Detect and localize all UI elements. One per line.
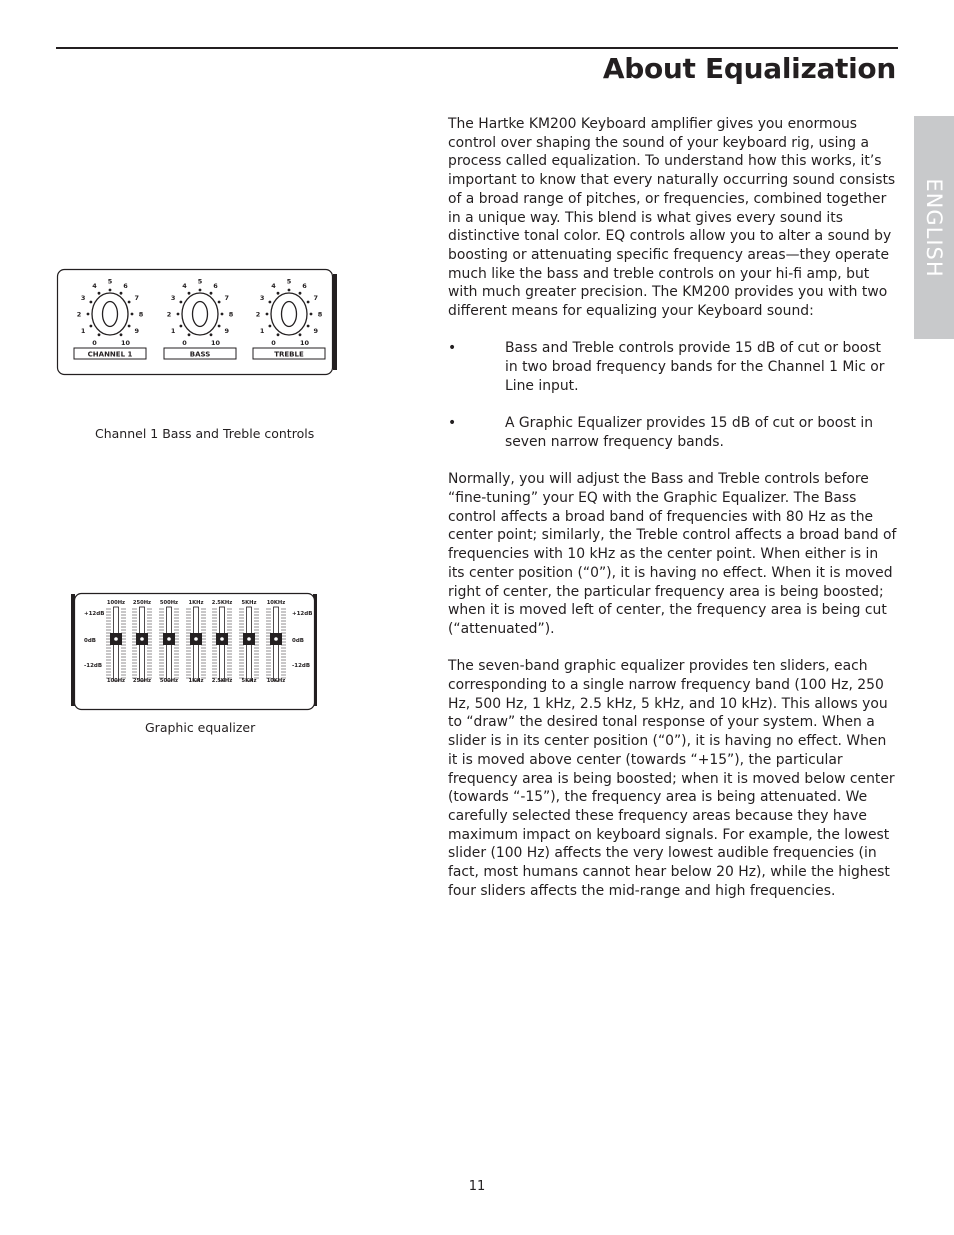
scale-label: 3 (170, 294, 176, 302)
scale-dot (218, 301, 221, 304)
scale-dot (299, 333, 302, 336)
scale-label: 0 (92, 339, 97, 348)
scale-label: 10 (120, 339, 131, 348)
knob-cap (193, 302, 208, 327)
bullet-item (448, 414, 898, 451)
scale-dot (218, 325, 221, 328)
scale-dot (120, 333, 123, 336)
scale-dot (277, 292, 280, 295)
language-tab (914, 116, 954, 339)
scale-dot (128, 325, 131, 328)
band-label-bottom: 5KHz (241, 678, 257, 684)
scale-label: 9 (134, 327, 140, 335)
level-label-left: 0dB (84, 638, 96, 644)
level-label-right: -12dB (292, 663, 311, 669)
band-label-top: 500Hz (159, 600, 179, 606)
scale-label: 8 (138, 310, 144, 319)
band-label-bottom: 500Hz (159, 678, 179, 684)
band-label-top: 2.5KHz (211, 600, 233, 606)
scale-dot (210, 292, 213, 295)
scale-dot (269, 301, 272, 304)
paragraph-bass-treble: Normally, you will adjust the Bass and Treble controls before “fine-tuning” your EQ with the Graphic Equalizer. The Bass control affects a broad band of frequencies with 80 Hz as the center point; similarly, the Treble control affects a broad band of frequencies with 10 kHz as the center point. When either is in its center position (“0”), it is having no effect. When it is moved right of center, the particular frequency area is being boosted; when it is moved left of center, the frequency area is being cut (“attenuated”). (448, 471, 897, 637)
bullet-text: Bass and Treble controls provide 15 dB of cut or boost in two broad frequency bands for the Channel 1 Mic or Line input. (505, 340, 885, 394)
band-label-bottom: 100Hz (106, 678, 126, 684)
scale-dot (288, 289, 291, 292)
tone-controls-caption: Channel 1 Bass and Treble controls (95, 426, 315, 441)
scale-label: 7 (224, 294, 230, 302)
band-label-bottom: 1KHz (188, 678, 204, 684)
scale-dot (307, 301, 310, 304)
scale-dot (90, 325, 93, 328)
scale-label: 3 (80, 294, 86, 302)
slider-knob-dot (247, 637, 251, 641)
scale-label: 2 (255, 310, 261, 319)
band-label-top: 250Hz (132, 600, 152, 606)
scale-dot (188, 333, 191, 336)
scale-dot (98, 292, 101, 295)
scale-label: 0 (271, 339, 276, 348)
scale-label: 5 (197, 277, 203, 286)
knob-label: TREBLE (274, 350, 304, 359)
scale-dot (180, 301, 183, 304)
slider-knob-dot (274, 637, 278, 641)
paragraph-graphic-eq: The seven-band graphic equalizer provides ten sliders, each corresponding to a single narrow frequency band (100 Hz, 250 Hz, 500 Hz, 1 kHz, 2.5 kHz, 5 kHz, and 10 kHz). This allows you to “draw” the desired tonal response of your system. When a slider is in its center position (“0”), it is having no effect. When it is moved above center (towards “+15”), the particular frequency area is being boosted; when it is moved below center (towards “-15”), the frequency area is being attenuated. We carefully selected these frequency areas because they have maximum impact on keyboard signals. For example, the lowest slider (100 Hz) affects the very lowest audible frequencies (in fact, most humans cannot hear below 20 Hz), while the highest four sliders affects the mid-range and high frequencies. (448, 658, 895, 899)
body-text (448, 115, 898, 900)
level-label-left: -12dB (84, 663, 103, 669)
language-tab-label: ENGLISH (922, 177, 946, 278)
slider-knob-dot (114, 637, 118, 641)
band-label-top: 5KHz (241, 600, 257, 606)
scale-label: 8 (228, 310, 234, 319)
page-number: 11 (468, 1179, 486, 1194)
scale-label: 4 (182, 281, 187, 290)
scale-label: 2 (166, 310, 172, 319)
bullet-marker: • (448, 340, 457, 357)
knob-cap (282, 302, 297, 327)
knob-cap (103, 302, 118, 327)
scale-label: 7 (313, 294, 319, 302)
scale-dot (109, 289, 112, 292)
graphic-eq-caption: Graphic equalizer (145, 720, 256, 735)
slider-knob-dot (167, 637, 171, 641)
band-label-bottom: 250Hz (132, 678, 152, 684)
scale-label: 7 (134, 294, 140, 302)
scale-dot (120, 292, 123, 295)
scale-dot (307, 325, 310, 328)
scale-label: 6 (302, 281, 307, 290)
scale-dot (266, 313, 269, 316)
scale-dot (277, 333, 280, 336)
scale-dot (299, 292, 302, 295)
scale-dot (98, 333, 101, 336)
bullet-text: A Graphic Equalizer provides 15 dB of cut or boost in seven narrow frequency bands. (505, 415, 874, 450)
knob-label: CHANNEL 1 (87, 350, 133, 359)
band-label-top: 100Hz (106, 600, 126, 606)
scale-dot (188, 292, 191, 295)
paragraph-intro: The Hartke KM200 Keyboard amplifier gives you enormous control over shaping the sound of your keyboard rig, using a process called equalization. To understand how this works, it’s important to know that every naturally occurring sound consists of a broad range of pitches, or frequencies, combined together in a unique way. This blend is what gives every sound its distinctive tonal color. EQ controls allow you to alter a sound by boosting or attenuating specific frequency areas—they operate much like the bass and treble controls on your hi-fi amp, but with much greater precision. The KM200 provides you with two different means for equalizing your Keyboard sound: (448, 116, 896, 320)
level-label-left: +12dB (84, 611, 105, 617)
scale-label: 1 (259, 327, 265, 335)
scale-dot (221, 313, 224, 316)
scale-label: 1 (80, 327, 86, 335)
scale-label: 6 (213, 281, 218, 290)
bullet-marker: • (448, 415, 457, 432)
scale-dot (131, 313, 134, 316)
scale-label: 9 (224, 327, 230, 335)
scale-label: 5 (107, 277, 113, 286)
knob-label: BASS (189, 350, 211, 359)
band-label-bottom: 2.5KHz (211, 678, 233, 684)
scale-label: 4 (92, 281, 97, 290)
scale-dot (269, 325, 272, 328)
scale-label: 8 (317, 310, 323, 319)
scale-dot (87, 313, 90, 316)
scale-label: 0 (182, 339, 187, 348)
scale-dot (128, 301, 131, 304)
level-label-right: 0dB (292, 638, 304, 644)
scale-label: 2 (76, 310, 82, 319)
scale-dot (210, 333, 213, 336)
page-title: About Equalization (602, 52, 896, 85)
scale-label: 6 (123, 281, 128, 290)
scale-dot (180, 325, 183, 328)
scale-dot (310, 313, 313, 316)
bullet-item (448, 339, 898, 395)
scale-dot (199, 289, 202, 292)
band-label-top: 10KHz (266, 600, 286, 606)
scale-dot (177, 313, 180, 316)
band-label-bottom: 10KHz (266, 678, 286, 684)
slider-knob-dot (140, 637, 144, 641)
scale-label: 3 (259, 294, 265, 302)
slider-knob-dot (220, 637, 224, 641)
band-label-top: 1KHz (188, 600, 204, 606)
scale-label: 10 (299, 339, 310, 348)
graphic-eq-illustration (70, 592, 322, 714)
scale-label: 4 (271, 281, 276, 290)
tone-controls-illustration (56, 268, 342, 378)
scale-label: 10 (210, 339, 221, 348)
slider-knob-dot (194, 637, 198, 641)
scale-dot (90, 301, 93, 304)
level-label-right: +12dB (292, 611, 313, 617)
scale-label: 9 (313, 327, 319, 335)
scale-label: 1 (170, 327, 176, 335)
header-rule (56, 47, 898, 49)
scale-label: 5 (286, 277, 292, 286)
